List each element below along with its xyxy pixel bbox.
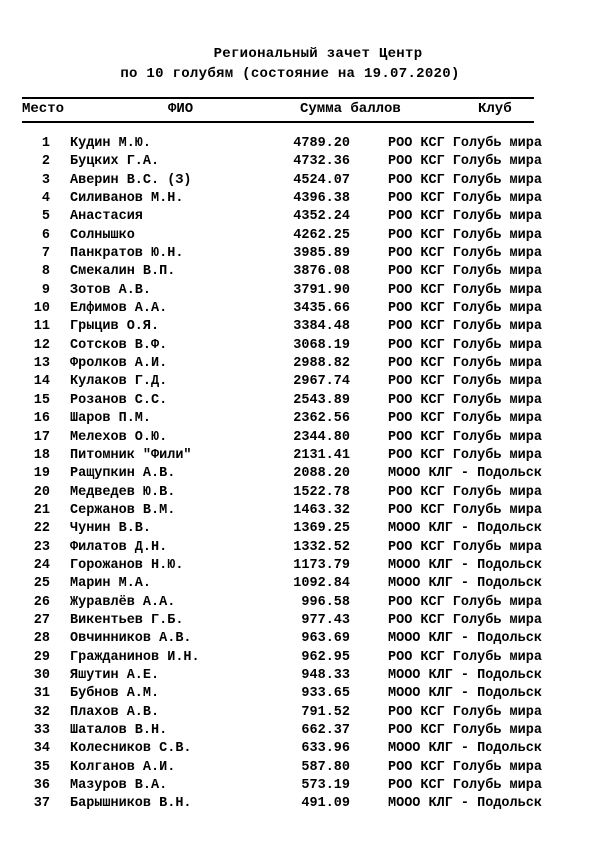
cell-score: 4732.36 bbox=[293, 154, 350, 170]
table-row bbox=[0, 686, 600, 704]
table-row bbox=[0, 503, 600, 521]
cell-name: Барышников В.Н. bbox=[70, 796, 192, 812]
cell-name: Яшутин А.Е. bbox=[70, 667, 160, 683]
cell-place: 23 bbox=[33, 539, 50, 555]
cell-score: 2543.89 bbox=[293, 392, 350, 408]
table-row bbox=[0, 264, 600, 282]
cell-place: 21 bbox=[33, 502, 50, 518]
cell-club: РОО КСГ Голубь мира bbox=[388, 209, 542, 225]
cell-score: 3068.19 bbox=[293, 337, 350, 353]
cell-club: РОО КСГ Голубь мира bbox=[388, 172, 542, 188]
cell-club: МООО КЛГ - Подольск bbox=[388, 741, 542, 757]
cell-score: 4352.24 bbox=[293, 209, 350, 225]
cell-place: 18 bbox=[33, 447, 50, 463]
cell-club: РОО КСГ Голубь мира bbox=[388, 374, 542, 390]
cell-club: РОО КСГ Голубь мира bbox=[388, 154, 542, 170]
cell-club: МООО КЛГ - Подольск bbox=[388, 796, 542, 812]
cell-club: РОО КСГ Голубь мира bbox=[388, 484, 542, 500]
cell-name: Филатов Д.Н. bbox=[70, 539, 168, 555]
cell-score: 4396.38 bbox=[293, 191, 350, 207]
table-row bbox=[0, 778, 600, 796]
cell-name: Гражданинов И.Н. bbox=[70, 649, 200, 665]
cell-club: РОО КСГ Голубь мира bbox=[388, 447, 542, 463]
column-header-club: Клуб bbox=[478, 101, 512, 117]
cell-club: РОО КСГ Голубь мира bbox=[388, 759, 542, 775]
cell-score: 4262.25 bbox=[293, 227, 350, 243]
cell-score: 573.19 bbox=[301, 778, 350, 794]
column-header-name: ФИО bbox=[168, 101, 194, 117]
cell-club: РОО КСГ Голубь мира bbox=[388, 411, 542, 427]
cell-place: 6 bbox=[41, 227, 50, 243]
cell-place: 34 bbox=[33, 741, 50, 757]
cell-place: 35 bbox=[33, 759, 50, 775]
cell-score: 1522.78 bbox=[293, 484, 350, 500]
table-row bbox=[0, 650, 600, 668]
table-row bbox=[0, 136, 600, 154]
cell-score: 662.37 bbox=[301, 723, 350, 738]
cell-name: Горожанов Н.Ю. bbox=[70, 557, 184, 573]
table-row bbox=[0, 448, 600, 466]
cell-place: 14 bbox=[33, 374, 50, 390]
cell-club: РОО КСГ Голубь мира bbox=[388, 264, 542, 280]
cell-place: 32 bbox=[33, 704, 50, 720]
table-row bbox=[0, 540, 600, 558]
cell-score: 1369.25 bbox=[293, 521, 350, 537]
cell-place: 15 bbox=[33, 392, 50, 408]
cell-score: 2088.20 bbox=[293, 466, 350, 482]
cell-name: Сотсков В.Ф. bbox=[70, 337, 168, 353]
cell-club: РОО КСГ Голубь мира bbox=[388, 704, 542, 720]
column-header-score: Сумма баллов bbox=[300, 101, 401, 117]
cell-club: РОО КСГ Голубь мира bbox=[388, 246, 542, 262]
table-row bbox=[0, 154, 600, 172]
cell-place: 24 bbox=[33, 557, 50, 573]
cell-score: 3876.08 bbox=[293, 264, 350, 280]
cell-score: 1332.52 bbox=[293, 539, 350, 555]
table-row bbox=[0, 228, 600, 246]
cell-place: 8 bbox=[41, 264, 50, 280]
cell-place: 4 bbox=[41, 191, 50, 207]
cell-score: 2988.82 bbox=[293, 356, 350, 372]
cell-place: 30 bbox=[33, 667, 50, 683]
table-row bbox=[0, 411, 600, 429]
table-row bbox=[0, 338, 600, 356]
cell-club: РОО КСГ Голубь мира bbox=[388, 319, 542, 335]
cell-name: Елфимов А.А. bbox=[70, 301, 168, 317]
cell-place: 25 bbox=[33, 576, 50, 592]
cell-name: Плахов А.В. bbox=[70, 704, 160, 720]
cell-score: 1173.79 bbox=[293, 557, 350, 573]
cell-club: МООО КЛГ - Подольск bbox=[388, 686, 542, 702]
cell-score: 4789.20 bbox=[293, 136, 350, 151]
cell-name: Викентьев Г.Б. bbox=[70, 612, 184, 628]
cell-score: 1092.84 bbox=[293, 576, 350, 592]
cell-club: РОО КСГ Голубь мира bbox=[388, 282, 542, 298]
cell-club: РОО КСГ Голубь мира bbox=[388, 778, 542, 794]
cell-place: 33 bbox=[33, 723, 50, 738]
cell-name: Марин М.А. bbox=[70, 576, 152, 592]
cell-club: РОО КСГ Голубь мира bbox=[388, 502, 542, 518]
cell-club: МООО КЛГ - Подольск bbox=[388, 557, 542, 573]
cell-club: РОО КСГ Голубь мира bbox=[388, 337, 542, 353]
cell-score: 587.80 bbox=[301, 759, 350, 775]
table-row bbox=[0, 595, 600, 613]
cell-score: 791.52 bbox=[301, 704, 350, 720]
cell-place: 16 bbox=[33, 411, 50, 427]
cell-club: РОО КСГ Голубь мира bbox=[388, 392, 542, 408]
cell-name: Грыцив О.Я. bbox=[70, 319, 160, 335]
cell-club: РОО КСГ Голубь мира bbox=[388, 723, 542, 738]
cell-name: Зотов А.В. bbox=[70, 282, 152, 298]
cell-club: РОО КСГ Голубь мира bbox=[388, 356, 542, 372]
table-row bbox=[0, 796, 600, 814]
table-row bbox=[0, 173, 600, 191]
cell-place: 29 bbox=[33, 649, 50, 665]
cell-name: Кудин М.Ю. bbox=[70, 136, 152, 151]
cell-club: МООО КЛГ - Подольск bbox=[388, 466, 542, 482]
cell-score: 2967.74 bbox=[293, 374, 350, 390]
cell-score: 3384.48 bbox=[293, 319, 350, 335]
cell-place: 31 bbox=[33, 686, 50, 702]
table-row bbox=[0, 374, 600, 392]
cell-score: 948.33 bbox=[301, 667, 350, 683]
cell-place: 28 bbox=[33, 631, 50, 647]
cell-place: 7 bbox=[41, 246, 50, 262]
cell-place: 3 bbox=[41, 172, 50, 188]
cell-name: Шаров П.М. bbox=[70, 411, 152, 427]
cell-name: Фролков А.И. bbox=[70, 356, 168, 372]
cell-place: 1 bbox=[41, 136, 50, 151]
header-top-rule bbox=[22, 97, 534, 99]
cell-score: 977.43 bbox=[301, 612, 350, 628]
cell-club: РОО КСГ Голубь мира bbox=[388, 649, 542, 665]
cell-place: 11 bbox=[33, 319, 50, 335]
table-row bbox=[0, 705, 600, 723]
cell-club: РОО КСГ Голубь мира bbox=[388, 191, 542, 207]
cell-name: Журавлёв А.А. bbox=[70, 594, 176, 610]
cell-club: РОО КСГ Голубь мира bbox=[388, 612, 542, 628]
cell-place: 5 bbox=[41, 209, 50, 225]
cell-name: Смекалин В.П. bbox=[70, 264, 176, 280]
cell-score: 933.65 bbox=[301, 686, 350, 702]
cell-name: Анастасия bbox=[70, 209, 143, 225]
cell-score: 2362.56 bbox=[293, 411, 350, 427]
cell-name: Питомник "Фили" bbox=[70, 447, 192, 463]
table-row bbox=[0, 301, 600, 319]
cell-club: МООО КЛГ - Подольск bbox=[388, 521, 542, 537]
cell-score: 1463.32 bbox=[293, 502, 350, 518]
table-row bbox=[0, 191, 600, 209]
cell-name: Панкратов Ю.Н. bbox=[70, 246, 184, 262]
table-row bbox=[0, 576, 600, 594]
cell-name: Силиванов М.Н. bbox=[70, 191, 184, 207]
cell-score: 2131.41 bbox=[293, 447, 350, 463]
cell-place: 27 bbox=[33, 612, 50, 628]
cell-club: РОО КСГ Голубь мира bbox=[388, 301, 542, 317]
table-row bbox=[0, 760, 600, 778]
table-row bbox=[0, 558, 600, 576]
header-bottom-rule bbox=[22, 121, 534, 123]
cell-place: 13 bbox=[33, 356, 50, 372]
table-row bbox=[0, 393, 600, 411]
cell-score: 3435.66 bbox=[293, 301, 350, 317]
results-table bbox=[0, 136, 600, 815]
cell-club: РОО КСГ Голубь мира bbox=[388, 594, 542, 610]
cell-name: Медведев Ю.В. bbox=[70, 484, 176, 500]
cell-name: Шаталов В.Н. bbox=[70, 723, 168, 738]
table-row bbox=[0, 209, 600, 227]
table-row bbox=[0, 613, 600, 631]
cell-place: 12 bbox=[33, 337, 50, 353]
table-row bbox=[0, 485, 600, 503]
cell-name: Аверин В.С. (З) bbox=[70, 172, 192, 188]
cell-club: РОО КСГ Голубь мира bbox=[388, 227, 542, 243]
cell-name: Розанов С.С. bbox=[70, 392, 168, 408]
table-row bbox=[0, 319, 600, 337]
cell-place: 19 bbox=[33, 466, 50, 482]
cell-club: МООО КЛГ - Подольск bbox=[388, 667, 542, 683]
cell-place: 26 bbox=[33, 594, 50, 610]
cell-score: 962.95 bbox=[301, 649, 350, 665]
cell-score: 3985.89 bbox=[293, 246, 350, 262]
page-subtitle: по 10 голубям (состояние на 19.07.2020) bbox=[120, 66, 460, 82]
cell-score: 963.69 bbox=[301, 631, 350, 647]
cell-place: 9 bbox=[41, 282, 50, 298]
cell-name: Буцких Г.А. bbox=[70, 154, 160, 170]
table-row bbox=[0, 668, 600, 686]
cell-place: 37 bbox=[33, 796, 50, 812]
table-row bbox=[0, 466, 600, 484]
table-row bbox=[0, 521, 600, 539]
cell-name: Чунин В.В. bbox=[70, 521, 152, 537]
table-row bbox=[0, 283, 600, 301]
cell-place: 17 bbox=[33, 429, 50, 445]
table-row bbox=[0, 356, 600, 374]
cell-place: 2 bbox=[41, 154, 50, 170]
page-title: Региональный зачет Центр bbox=[213, 46, 423, 62]
cell-name: Ращупкин А.В. bbox=[70, 466, 176, 482]
cell-name: Бубнов А.М. bbox=[70, 686, 160, 702]
cell-club: РОО КСГ Голубь мира bbox=[388, 429, 542, 445]
cell-place: 10 bbox=[33, 301, 50, 317]
table-row bbox=[0, 741, 600, 759]
cell-name: Мазуров В.А. bbox=[70, 778, 168, 794]
cell-name: Солнышко bbox=[70, 227, 135, 243]
cell-name: Кулаков Г.Д. bbox=[70, 374, 168, 390]
cell-score: 4524.07 bbox=[293, 172, 350, 188]
cell-club: МООО КЛГ - Подольск bbox=[388, 631, 542, 647]
cell-name: Колесников С.В. bbox=[70, 741, 192, 757]
cell-name: Сержанов В.М. bbox=[70, 502, 176, 518]
cell-club: РОО КСГ Голубь мира bbox=[388, 136, 542, 151]
table-row bbox=[0, 723, 600, 741]
cell-score: 2344.80 bbox=[293, 429, 350, 445]
cell-score: 491.09 bbox=[301, 796, 350, 812]
table-row bbox=[0, 631, 600, 649]
table-row bbox=[0, 246, 600, 264]
table-row bbox=[0, 430, 600, 448]
cell-score: 996.58 bbox=[301, 594, 350, 610]
cell-name: Овчинников А.В. bbox=[70, 631, 192, 647]
cell-place: 20 bbox=[33, 484, 50, 500]
cell-club: МООО КЛГ - Подольск bbox=[388, 576, 542, 592]
cell-place: 36 bbox=[33, 778, 50, 794]
cell-club: РОО КСГ Голубь мира bbox=[388, 539, 542, 555]
cell-name: Колганов А.И. bbox=[70, 759, 176, 775]
cell-name: Мелехов О.Ю. bbox=[70, 429, 168, 445]
cell-place: 22 bbox=[33, 521, 50, 537]
cell-score: 3791.90 bbox=[293, 282, 350, 298]
cell-score: 633.96 bbox=[301, 741, 350, 757]
column-header-place: Место bbox=[22, 101, 65, 117]
